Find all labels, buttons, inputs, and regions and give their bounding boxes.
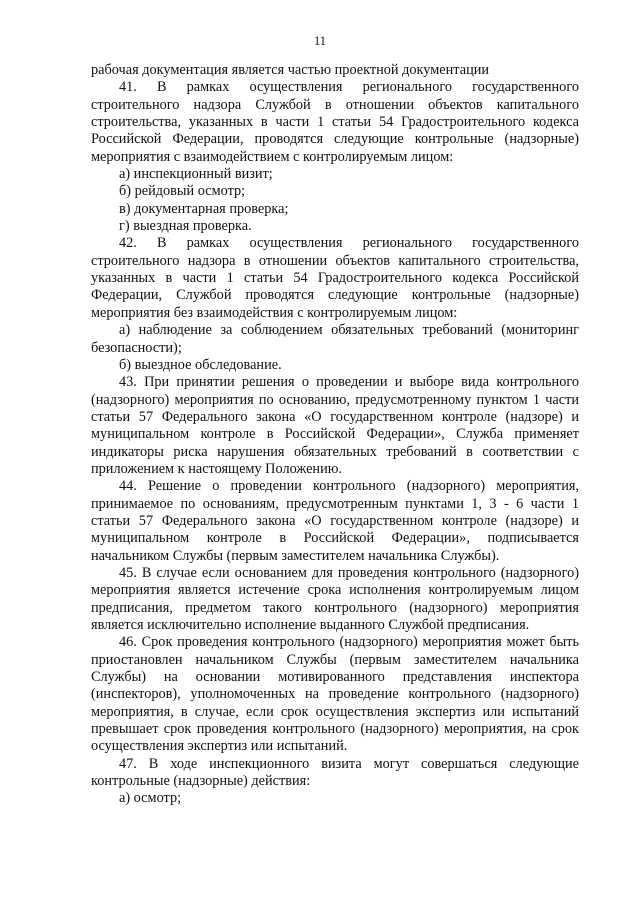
paragraph-43: 43. При принятии решения о проведении и выборе вида контрольного (надзорного) мероприятия по основанию, предусмотренному пунктом 1 части статьи 57 Федерального закона «О государственном контроле (надзоре) и муниципальном контроле в Российской Федерации», Служба применяет индикаторы риска нарушения обязательных требований в соответствии с приложением к настоящему Положению.: [91, 374, 579, 477]
list-item-41a: а) инспекционный визит;: [119, 166, 273, 183]
paragraph-continuation: рабочая документация является частью проектной документации: [91, 62, 490, 78]
paragraph-45: 45. В случае если основанием для проведения контрольного (надзорного) мероприятия является истечение срока исполнения контролируемым лицом предписания, предметом такого контрольного (надзорного) мероприятия является исключительно исполнение выданного Службой предписания.: [91, 564, 579, 633]
list-item-41b: б) рейдовый осмотр;: [119, 183, 246, 200]
list-item-41v: в) документарная проверка;: [119, 200, 289, 217]
page-number: 11: [313, 34, 327, 48]
list-item-41g: г) выездная проверка.: [119, 218, 252, 235]
paragraph-41: 41. В рамках осуществления регионального государственного строительного надзора Службой в отношении объектов капитального строительства, указанных в части 1 статьи 54 Градостроительного кодекса Российской Федерации, проводятся следующие контрольные (надзорные) мероприятия с взаимодействием с контролируемым лицом:: [91, 79, 579, 165]
list-item-42a: а) наблюдение за соблюдением обязательных требований (мониторинг безопасности);: [91, 322, 579, 356]
list-item-47a: а) осмотр;: [119, 790, 182, 807]
paragraph-46: 46. Срок проведения контрольного (надзорного) мероприятия может быть приостановлен начальником Службы (первым заместителем начальника Службы) на основании мотивированного представления инспектора (инспекторов), уполномоченных на проведение контрольного (надзорного) мероприятия, в случае, если срок осуществления экспертиз или испытаний превышает срок проведения контрольного (надзорного) мероприятия, на срок осуществления экспертиз или испытаний.: [91, 634, 579, 755]
list-item-42b: б) выездное обследование.: [119, 356, 282, 373]
paragraph-47: 47. В ходе инспекционного визита могут совершаться следующие контрольные (надзорные) действия:: [91, 755, 579, 790]
document-body: [91, 62, 579, 808]
paragraph-44: 44. Решение о проведении контрольного (надзорного) мероприятия, принимаемое по основаниям, предусмотренным пунктами 1, 3 - 6 части 1 статьи 57 Федерального закона «О государственном контроле (надзоре) и муниципальном контроле в Российской Федерации», подписывается начальником Службы (первым заместителем начальника Службы).: [91, 478, 579, 564]
paragraph-42: 42. В рамках осуществления регионального государственного строительного надзора в отношении объектов капитального строительства, указанных в части 1 статьи 54 Градостроительного кодекса Российской Федерации, Службой проводятся следующие контрольные (надзорные) мероприятия без взаимодействия с контролируемым лицом:: [91, 235, 579, 321]
